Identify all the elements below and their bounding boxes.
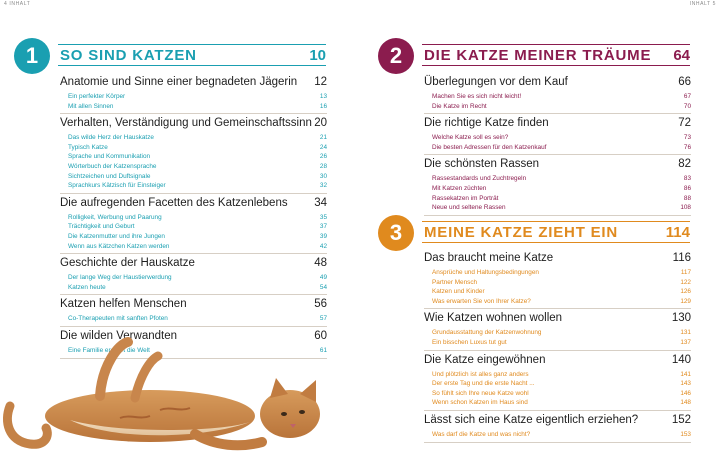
subentry-title: Partner Mensch bbox=[432, 278, 478, 286]
toc-subentry[interactable] bbox=[60, 153, 327, 162]
subentry-title: Eine Familie erobert die Welt bbox=[68, 347, 150, 354]
toc-section[interactable] bbox=[60, 117, 327, 131]
toc-subentry[interactable] bbox=[60, 274, 327, 283]
subentry-title: Neue und seltene Rassen bbox=[432, 204, 506, 212]
toc-subentry[interactable] bbox=[60, 223, 327, 232]
section-divider bbox=[424, 410, 691, 411]
chapter-number-badge: 2 bbox=[378, 38, 414, 74]
toc-subentry[interactable] bbox=[60, 233, 327, 242]
toc-subentry[interactable] bbox=[424, 175, 691, 184]
subentry-title: Rassekatzen im Porträt bbox=[432, 194, 499, 202]
toc-subentry[interactable] bbox=[424, 204, 691, 213]
running-head-right: INHALT 5 bbox=[689, 1, 716, 7]
section-title: Das braucht meine Katze bbox=[424, 252, 554, 264]
section-title: Die schönsten Rassen bbox=[424, 158, 540, 171]
subentry-title: Katzen heute bbox=[68, 283, 106, 291]
section-page: 130 bbox=[671, 312, 691, 325]
subentry-page: 73 bbox=[683, 134, 691, 142]
subentry-page: 61 bbox=[319, 347, 327, 354]
subentry-title: Machen Sie es sich nicht leicht! bbox=[432, 93, 522, 100]
chapter-page: 10 bbox=[309, 47, 326, 64]
toc-subentry[interactable] bbox=[424, 103, 691, 112]
section-page: 20 bbox=[314, 117, 327, 130]
toc-subentry[interactable] bbox=[60, 163, 327, 172]
subentry-page: 126 bbox=[680, 288, 691, 296]
subentry-page: 57 bbox=[319, 315, 327, 323]
toc-subentry[interactable] bbox=[60, 173, 327, 182]
subentry-page: 30 bbox=[319, 172, 327, 180]
chapter-heading[interactable] bbox=[58, 44, 326, 66]
chapter-number-badge: 1 bbox=[14, 38, 50, 74]
section-page: 72 bbox=[678, 117, 691, 130]
subentry-page: 24 bbox=[319, 143, 327, 151]
section-title: Überlegungen vor dem Kauf bbox=[424, 76, 568, 88]
toc-subentry[interactable] bbox=[424, 380, 691, 389]
toc-subentry[interactable] bbox=[60, 134, 327, 143]
subentry-title: Das wilde Herz der Hauskatze bbox=[68, 134, 154, 142]
section-title: Die richtige Katze finden bbox=[424, 117, 549, 130]
toc-section[interactable] bbox=[424, 312, 691, 326]
toc-subentry[interactable] bbox=[60, 315, 327, 324]
chapter-rule-bottom bbox=[58, 65, 326, 66]
subentry-title: Mit Katzen züchten bbox=[432, 185, 487, 192]
section-page: 152 bbox=[671, 414, 691, 426]
toc-subentry[interactable] bbox=[60, 93, 327, 102]
subentry-title: Wenn aus Kätzchen Katzen werden bbox=[68, 242, 170, 250]
subentry-page: 54 bbox=[319, 283, 327, 291]
toc-subentry[interactable] bbox=[424, 134, 691, 143]
toc-subentry[interactable] bbox=[424, 339, 691, 348]
toc-subentry[interactable] bbox=[424, 399, 691, 408]
toc-section[interactable] bbox=[424, 76, 691, 90]
subentry-page: 86 bbox=[683, 185, 691, 192]
toc-subentry[interactable] bbox=[424, 390, 691, 399]
subentry-title: Sprache und Kommunikation bbox=[68, 153, 151, 161]
subentry-page: 117 bbox=[680, 269, 691, 276]
chapter-rule-top bbox=[422, 44, 690, 45]
subentry-page: 67 bbox=[683, 93, 691, 100]
subentry-page: 88 bbox=[683, 194, 691, 202]
subentry-title: Wenn schon Katzen im Haus sind bbox=[432, 399, 528, 407]
toc-section[interactable] bbox=[424, 158, 691, 172]
subentry-page: 39 bbox=[319, 233, 327, 240]
subentry-title: So fühlt sich Ihre neue Katze wohl bbox=[432, 389, 529, 397]
section-page: 82 bbox=[678, 158, 691, 171]
toc-subentry[interactable] bbox=[60, 243, 327, 252]
toc-subentry[interactable] bbox=[60, 214, 327, 223]
subentry-page: 143 bbox=[680, 380, 691, 388]
toc-subentry[interactable] bbox=[60, 182, 327, 191]
toc-subentry[interactable] bbox=[60, 144, 327, 153]
section-title: Wie Katzen wohnen wollen bbox=[424, 312, 563, 325]
subentry-page: 37 bbox=[319, 223, 327, 231]
subentry-page: 21 bbox=[319, 134, 327, 142]
chapter-title: MEINE KATZE ZIEHT EIN bbox=[424, 224, 619, 241]
toc-subentry[interactable] bbox=[424, 279, 691, 288]
section-divider bbox=[424, 215, 691, 216]
subentry-title: Ansprüche und Haltungsbedingungen bbox=[432, 269, 539, 276]
section-title: Geschichte der Hauskatze bbox=[60, 257, 195, 270]
toc-section[interactable] bbox=[424, 354, 691, 368]
subentry-page: 122 bbox=[680, 278, 691, 286]
subentry-page: 26 bbox=[319, 153, 327, 161]
toc-section[interactable] bbox=[424, 414, 691, 428]
subentry-page: 28 bbox=[319, 163, 327, 170]
subentry-page: 108 bbox=[680, 204, 691, 212]
section-title: Die aufregenden Facetten des Katzenlebens bbox=[60, 196, 288, 209]
section-divider bbox=[60, 326, 327, 327]
toc-section[interactable] bbox=[424, 252, 691, 266]
subentry-title: Die Katze im Recht bbox=[432, 102, 487, 110]
subentry-title: Die besten Adressen für den Katzenkauf bbox=[432, 143, 547, 151]
subentry-title: Trächtigkeit und Geburt bbox=[68, 223, 135, 231]
subentry-title: Was darf die Katze und was nicht? bbox=[432, 431, 531, 438]
section-title: Die wilden Verwandten bbox=[60, 330, 177, 342]
toc-subentry[interactable] bbox=[60, 284, 327, 293]
subentry-page: 42 bbox=[319, 242, 327, 250]
subentry-title: Sprachkurs Kätzisch für Einsteiger bbox=[68, 182, 166, 190]
subentry-page: 153 bbox=[680, 431, 691, 438]
right-page bbox=[360, 0, 720, 454]
section-divider bbox=[424, 154, 691, 155]
chapter-number-badge: 3 bbox=[378, 215, 414, 251]
section-page: 56 bbox=[314, 298, 327, 311]
subentry-title: Typisch Katze bbox=[68, 143, 108, 151]
toc-subentry[interactable] bbox=[424, 288, 691, 297]
subentry-page: 13 bbox=[319, 93, 327, 100]
toc-subentry[interactable] bbox=[424, 298, 691, 307]
chapter-page: 64 bbox=[673, 47, 690, 64]
toc-subentry[interactable] bbox=[424, 195, 691, 204]
subentry-title: Was erwarten Sie von Ihrer Katze? bbox=[432, 297, 531, 305]
toc-section[interactable] bbox=[60, 76, 327, 90]
toc-section[interactable] bbox=[60, 257, 327, 271]
toc-subentry[interactable] bbox=[424, 329, 691, 338]
subentry-page: 49 bbox=[319, 274, 327, 282]
subentry-title: Und plötzlich ist alles ganz anders bbox=[432, 370, 529, 378]
section-page: 60 bbox=[314, 330, 327, 342]
section-page: 48 bbox=[314, 257, 327, 270]
toc-section[interactable] bbox=[60, 298, 327, 312]
chapter-page: 114 bbox=[665, 224, 690, 241]
section-page: 12 bbox=[314, 76, 327, 88]
subentry-page: 32 bbox=[319, 182, 327, 190]
toc-subentry[interactable] bbox=[424, 371, 691, 380]
toc-subentry[interactable] bbox=[424, 93, 691, 102]
subentry-page: 131 bbox=[680, 329, 691, 337]
subentry-title: Ein perfekter Körper bbox=[68, 93, 126, 100]
chapter-title: DIE KATZE MEINER TRÄUME bbox=[424, 47, 652, 64]
subentry-title: Mit allen Sinnen bbox=[68, 102, 114, 110]
toc-section[interactable] bbox=[60, 197, 327, 211]
subentry-title: Rolligkeit, Werbung und Paarung bbox=[68, 213, 162, 221]
subentry-title: Grundausstattung der Katzenwohnung bbox=[432, 329, 542, 337]
cat-photo bbox=[0, 336, 360, 454]
toc-subentry[interactable] bbox=[424, 431, 691, 440]
toc-subentry[interactable] bbox=[424, 269, 691, 278]
subentry-page: 141 bbox=[680, 370, 691, 378]
subentry-title: Sichtzeichen und Duftsignale bbox=[68, 172, 151, 180]
subentry-title: Welche Katze soll es sein? bbox=[432, 134, 509, 142]
subentry-page: 70 bbox=[683, 102, 691, 110]
chapter-rule-bottom bbox=[422, 242, 690, 243]
section-page: 66 bbox=[678, 76, 691, 88]
section-page: 34 bbox=[314, 196, 327, 209]
section-title: Verhalten, Verständigung und Gemeinschaftssinn bbox=[60, 117, 312, 130]
subentry-page: 83 bbox=[683, 175, 691, 183]
section-title: Lässt sich eine Katze eigentlich erziehen? bbox=[424, 414, 639, 426]
chapter-title: SO SIND KATZEN bbox=[60, 47, 197, 64]
subentry-title: Ein bisschen Luxus tut gut bbox=[432, 339, 507, 346]
section-divider bbox=[424, 442, 691, 443]
section-divider bbox=[60, 193, 327, 194]
subentry-title: Katzen und Kinder bbox=[432, 288, 485, 296]
subentry-page: 16 bbox=[319, 102, 327, 110]
section-divider bbox=[60, 294, 327, 295]
section-page: 116 bbox=[672, 252, 691, 264]
running-head-left: 4 INHALT bbox=[4, 1, 31, 7]
section-divider bbox=[424, 350, 691, 351]
subentry-page: 146 bbox=[680, 389, 691, 397]
subentry-title: Der erste Tag und die erste Nacht ... bbox=[432, 380, 535, 388]
section-divider bbox=[424, 113, 691, 114]
section-title: Katzen helfen Menschen bbox=[60, 298, 187, 311]
toc-subentry[interactable] bbox=[424, 185, 691, 194]
subentry-title: Der lange Weg der Haustierwerdung bbox=[68, 274, 172, 282]
chapter-heading[interactable] bbox=[422, 44, 690, 66]
subentry-page: 129 bbox=[680, 297, 691, 305]
chapter-heading[interactable] bbox=[422, 221, 690, 243]
chapter-rule-top bbox=[422, 221, 690, 222]
section-divider bbox=[60, 113, 327, 114]
toc-section[interactable] bbox=[424, 117, 691, 131]
chapter-rule-bottom bbox=[422, 65, 690, 66]
subentry-title: Rassestandards und Zuchtregeln bbox=[432, 175, 527, 183]
section-title: Die Katze eingewöhnen bbox=[424, 353, 546, 366]
subentry-page: 35 bbox=[319, 213, 327, 221]
subentry-page: 137 bbox=[680, 339, 691, 346]
section-divider bbox=[60, 253, 327, 254]
subentry-title: Co-Therapeuten mit sanften Pfoten bbox=[68, 315, 168, 323]
toc-subentry[interactable] bbox=[424, 144, 691, 153]
subentry-page: 148 bbox=[680, 399, 691, 407]
subentry-title: Wörterbuch der Katzensprache bbox=[68, 163, 157, 170]
subentry-page: 76 bbox=[683, 143, 691, 151]
chapter-rule-top bbox=[58, 44, 326, 45]
subentry-title: Die Katzenmutter und ihre Jungen bbox=[68, 233, 165, 240]
section-title: Anatomie und Sinne einer begnadeten Jägerin bbox=[60, 76, 298, 88]
section-page: 140 bbox=[671, 353, 691, 366]
toc-subentry[interactable] bbox=[60, 103, 327, 112]
section-divider bbox=[424, 308, 691, 309]
